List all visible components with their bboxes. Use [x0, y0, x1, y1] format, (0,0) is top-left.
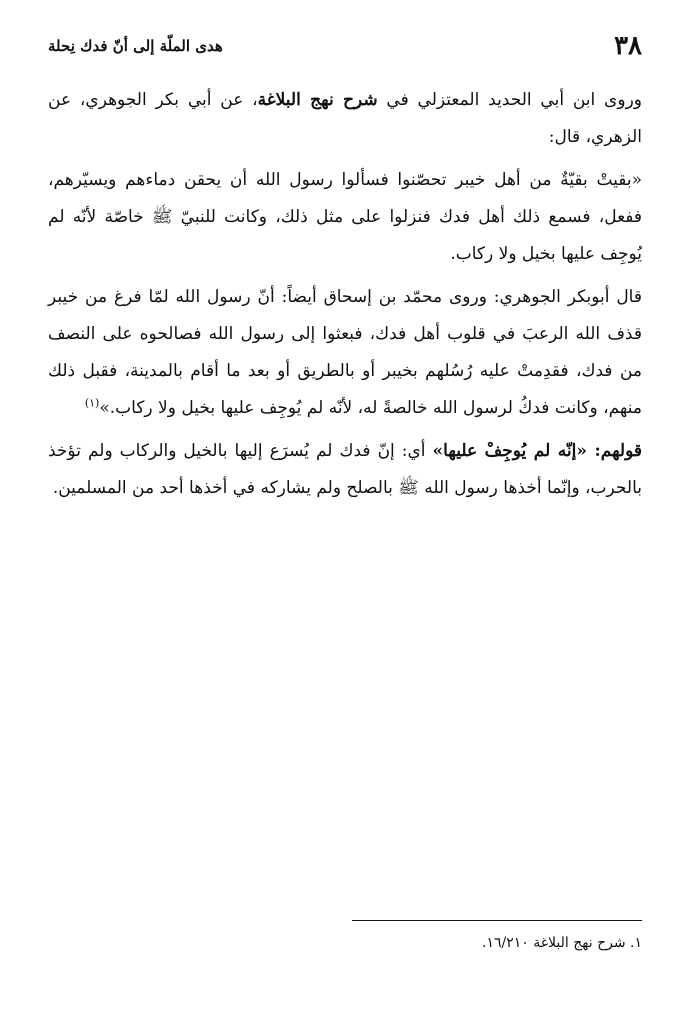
commentary-lead: قولهم: «إنّه لم يُوجِفْ عليها» [432, 441, 642, 461]
commentary-text: أي: إنّ فدك لم يُسرَع إليها بالخيل والركاب ولم تؤخذ بالحرب، وإنّما أخذها رسول الله ﷺ بالصلح ولم يشاركه في أخذها أحد من المسلمين. [48, 441, 642, 498]
quote-jawhari [48, 279, 642, 427]
book-title: شرح نهج البلاغة [257, 90, 378, 110]
page-number: ٣٨ [614, 31, 642, 61]
footnote-marker: (١) [84, 396, 100, 410]
footnote: ١. شرح نهج البلاغة ١٦/٢١٠. [481, 935, 642, 951]
intro-rest: ، عن أبي بكر الجوهري، عن الزهري، قال: [48, 90, 642, 147]
page-body [48, 82, 642, 507]
running-title: هدى الملّة إلى أنّ فدك نِحلة [48, 37, 223, 55]
quote-zuhri: «بقيتْ بقيّةٌ من أهل خيبر تحصّنوا فسألوا رسول الله أن يحقن دماءهم ويسيّرهم، ففعل، فسمع ذلك أهل فدك فنزلوا على مثل ذلك، وكانت للنبيّ ﷺ خاصّة لأنّه لم يُوجِف عليها بخيل ولا ركاب. [48, 170, 642, 264]
quote-jawhari-text: قال أبوبكر الجوهري: وروى محمّد بن إسحاق أيضاً: أنّ رسول الله لمّا فرغ من خيبر قذف الله الرعبَ في قلوب أهل فدك، فبعثوا إلى رسول الله فصالحوه على النصف من فدك، فقدِمتْ عليه رُسُلهم بخيبر أو بالطريق أو بعد ما أقام بالمدينة، فقبل ذلك منهم، وكانت فدكُ لرسول الله خالصةً له، لأنّه لم يُوجِف عليها بخيل ولا ركاب.» [48, 287, 642, 418]
intro-paragraph [48, 82, 642, 156]
commentary-paragraph [48, 433, 642, 507]
page-header [48, 30, 642, 62]
footnote-rule [352, 920, 642, 921]
intro-text: وروى ابن أبي الحديد المعتزلي في [377, 90, 642, 110]
